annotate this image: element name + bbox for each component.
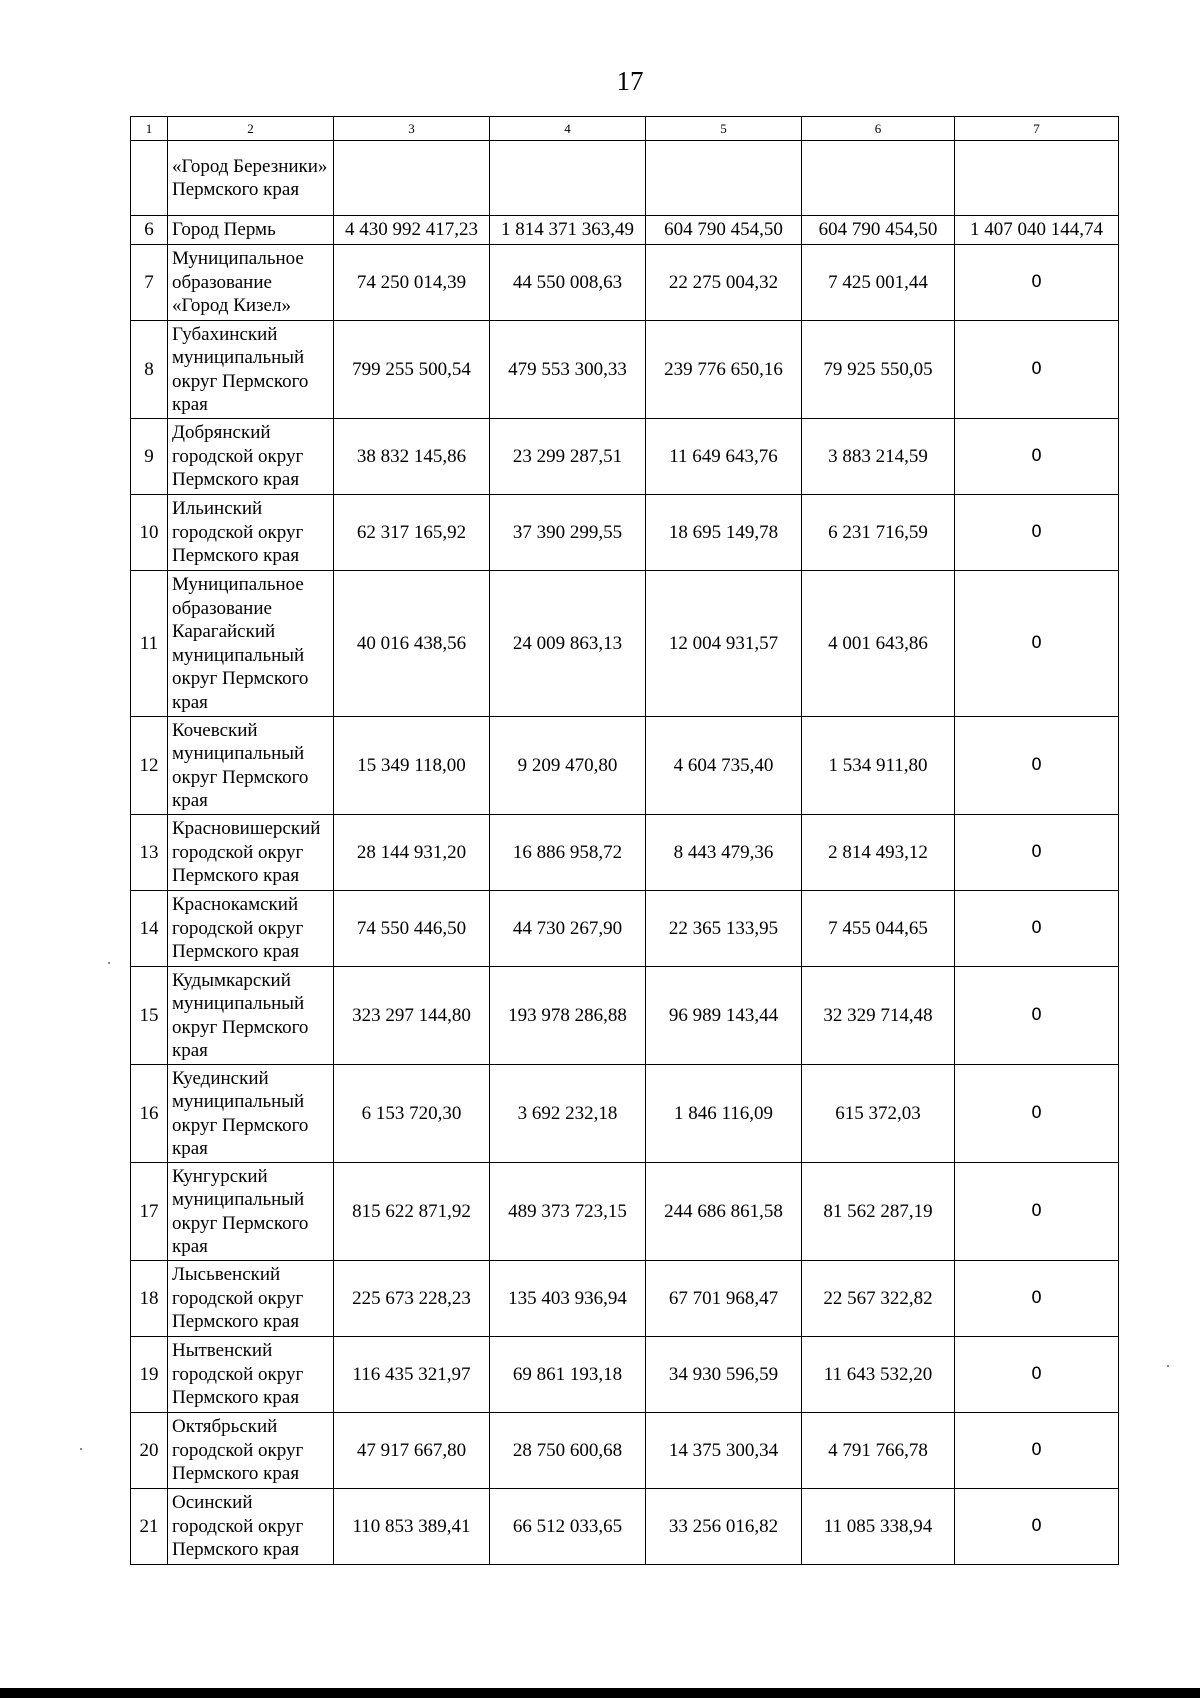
column-6-value: 22 567 322,82 (802, 1261, 955, 1337)
column-3-value: 815 622 871,92 (334, 1163, 490, 1261)
column-7-value: 0 (955, 815, 1119, 891)
column-4-value: 479 553 300,33 (490, 321, 646, 419)
municipality-name-cell: Кудымкарский муниципальный округ Пермского края (168, 967, 334, 1065)
table-row (131, 891, 1119, 967)
column-6-value: 11 085 338,94 (802, 1489, 955, 1565)
column-3-value: 323 297 144,80 (334, 967, 490, 1065)
column-7-value: 0 (955, 245, 1119, 321)
row-number-cell: 16 (131, 1065, 168, 1163)
column-number-header: 1 (131, 117, 168, 141)
table-row (131, 571, 1119, 717)
column-number-header: 3 (334, 117, 490, 141)
table-row (131, 495, 1119, 571)
column-7-value: 1 407 040 144,74 (955, 216, 1119, 245)
table-row (131, 1163, 1119, 1261)
municipality-name-cell: Лысьвенский городской округ Пермского края (168, 1261, 334, 1337)
column-6-value: 32 329 714,48 (802, 967, 955, 1065)
municipality-name-cell: Ильинский городской округ Пермского края (168, 495, 334, 571)
column-4-value: 69 861 193,18 (490, 1337, 646, 1413)
column-5-value (646, 141, 802, 216)
column-3-value: 799 255 500,54 (334, 321, 490, 419)
municipality-name-cell: Муниципальное образование Карагайский муниципальный округ Пермского края (168, 571, 334, 717)
column-5-value: 14 375 300,34 (646, 1413, 802, 1489)
scan-speck (108, 962, 110, 964)
column-number-header: 7 (955, 117, 1119, 141)
row-number-cell: 13 (131, 815, 168, 891)
scan-speck (1167, 1365, 1169, 1367)
table-row (131, 815, 1119, 891)
column-5-value: 11 649 643,76 (646, 419, 802, 495)
column-7-value: 0 (955, 495, 1119, 571)
column-4-value: 1 814 371 363,49 (490, 216, 646, 245)
row-number-cell: 11 (131, 571, 168, 717)
column-4-value: 44 550 008,63 (490, 245, 646, 321)
table-row (131, 216, 1119, 245)
column-5-value: 239 776 650,16 (646, 321, 802, 419)
municipality-name-cell: Октябрьский городской округ Пермского края (168, 1413, 334, 1489)
column-5-value: 1 846 116,09 (646, 1065, 802, 1163)
column-3-value: 28 144 931,20 (334, 815, 490, 891)
column-7-value: 0 (955, 419, 1119, 495)
column-4-value (490, 141, 646, 216)
municipality-name-cell: Добрянский городской округ Пермского края (168, 419, 334, 495)
column-4-value: 489 373 723,15 (490, 1163, 646, 1261)
municipality-name-cell: Губахинский муниципальный округ Пермского края (168, 321, 334, 419)
municipality-name-cell: Осинский городской округ Пермского края (168, 1489, 334, 1565)
column-6-value (802, 141, 955, 216)
row-number-cell: 10 (131, 495, 168, 571)
row-number-cell: 6 (131, 216, 168, 245)
column-number-header: 4 (490, 117, 646, 141)
column-4-value: 24 009 863,13 (490, 571, 646, 717)
column-3-value: 38 832 145,86 (334, 419, 490, 495)
column-5-value: 67 701 968,47 (646, 1261, 802, 1337)
column-number-header: 5 (646, 117, 802, 141)
row-number-cell: 8 (131, 321, 168, 419)
column-6-value: 2 814 493,12 (802, 815, 955, 891)
column-3-value: 116 435 321,97 (334, 1337, 490, 1413)
column-3-value: 62 317 165,92 (334, 495, 490, 571)
municipality-name-cell: «Город Березники» Пермского края (168, 141, 334, 216)
page-number: 17 (616, 66, 644, 96)
column-6-value: 6 231 716,59 (802, 495, 955, 571)
column-6-value: 7 425 001,44 (802, 245, 955, 321)
municipality-name-cell: Красновишерский городской округ Пермского края (168, 815, 334, 891)
municipality-name-cell: Кочевский муниципальный округ Пермского края (168, 717, 334, 815)
table-row (131, 419, 1119, 495)
column-5-value: 34 930 596,59 (646, 1337, 802, 1413)
scan-speck (80, 1448, 82, 1450)
column-6-value: 3 883 214,59 (802, 419, 955, 495)
table-row (131, 141, 1119, 216)
municipality-name-cell: Куединский муниципальный округ Пермского края (168, 1065, 334, 1163)
column-3-value: 4 430 992 417,23 (334, 216, 490, 245)
column-4-value: 135 403 936,94 (490, 1261, 646, 1337)
column-6-value: 1 534 911,80 (802, 717, 955, 815)
municipality-name-cell: Муниципальное образование «Город Кизел» (168, 245, 334, 321)
row-number-cell: 19 (131, 1337, 168, 1413)
table-row (131, 245, 1119, 321)
row-number-cell: 14 (131, 891, 168, 967)
column-3-value (334, 141, 490, 216)
row-number-cell: 20 (131, 1413, 168, 1489)
column-4-value: 9 209 470,80 (490, 717, 646, 815)
column-5-value: 18 695 149,78 (646, 495, 802, 571)
column-7-value: 0 (955, 1261, 1119, 1337)
table-row (131, 717, 1119, 815)
table-row (131, 1489, 1119, 1565)
column-4-value: 66 512 033,65 (490, 1489, 646, 1565)
column-7-value: 0 (955, 967, 1119, 1065)
column-5-value: 22 365 133,95 (646, 891, 802, 967)
column-4-value: 3 692 232,18 (490, 1065, 646, 1163)
column-7-value: 0 (955, 717, 1119, 815)
column-4-value: 28 750 600,68 (490, 1413, 646, 1489)
column-5-value: 244 686 861,58 (646, 1163, 802, 1261)
column-6-value: 615 372,03 (802, 1065, 955, 1163)
column-7-value (955, 141, 1119, 216)
row-number-cell: 12 (131, 717, 168, 815)
table-row (131, 321, 1119, 419)
municipality-name-cell: Кунгурский муниципальный округ Пермского края (168, 1163, 334, 1261)
column-3-value: 15 349 118,00 (334, 717, 490, 815)
column-6-value: 604 790 454,50 (802, 216, 955, 245)
column-6-value: 4 791 766,78 (802, 1413, 955, 1489)
column-5-value: 4 604 735,40 (646, 717, 802, 815)
column-3-value: 47 917 667,80 (334, 1413, 490, 1489)
column-4-value: 37 390 299,55 (490, 495, 646, 571)
column-number-header-row (131, 117, 1119, 141)
row-number-cell: 9 (131, 419, 168, 495)
column-7-value: 0 (955, 571, 1119, 717)
column-4-value: 23 299 287,51 (490, 419, 646, 495)
column-7-value: 0 (955, 891, 1119, 967)
table-row (131, 1261, 1119, 1337)
column-6-value: 79 925 550,05 (802, 321, 955, 419)
row-number-cell: 21 (131, 1489, 168, 1565)
column-6-value: 81 562 287,19 (802, 1163, 955, 1261)
scan-edge-bar (0, 1688, 1200, 1698)
table-row (131, 967, 1119, 1065)
municipality-name-cell: Нытвенский городской округ Пермского края (168, 1337, 334, 1413)
column-number-header: 6 (802, 117, 955, 141)
column-5-value: 22 275 004,32 (646, 245, 802, 321)
column-7-value: 0 (955, 1489, 1119, 1565)
column-5-value: 96 989 143,44 (646, 967, 802, 1065)
column-6-value: 7 455 044,65 (802, 891, 955, 967)
row-number-cell: 7 (131, 245, 168, 321)
column-3-value: 110 853 389,41 (334, 1489, 490, 1565)
row-number-cell: 17 (131, 1163, 168, 1261)
column-6-value: 4 001 643,86 (802, 571, 955, 717)
column-4-value: 193 978 286,88 (490, 967, 646, 1065)
column-7-value: 0 (955, 1065, 1119, 1163)
column-3-value: 225 673 228,23 (334, 1261, 490, 1337)
column-5-value: 8 443 479,36 (646, 815, 802, 891)
allocation-table (130, 116, 1119, 1565)
row-number-cell: 15 (131, 967, 168, 1065)
column-7-value: 0 (955, 321, 1119, 419)
column-4-value: 44 730 267,90 (490, 891, 646, 967)
column-3-value: 6 153 720,30 (334, 1065, 490, 1163)
column-3-value: 40 016 438,56 (334, 571, 490, 717)
municipality-name-cell: Город Пермь (168, 216, 334, 245)
column-5-value: 604 790 454,50 (646, 216, 802, 245)
table-row (131, 1065, 1119, 1163)
municipality-name-cell: Краснокамский городской округ Пермского края (168, 891, 334, 967)
column-3-value: 74 550 446,50 (334, 891, 490, 967)
column-7-value: 0 (955, 1337, 1119, 1413)
table-row (131, 1413, 1119, 1489)
row-number-cell: 18 (131, 1261, 168, 1337)
column-7-value: 0 (955, 1413, 1119, 1489)
column-4-value: 16 886 958,72 (490, 815, 646, 891)
column-7-value: 0 (955, 1163, 1119, 1261)
column-5-value: 33 256 016,82 (646, 1489, 802, 1565)
column-3-value: 74 250 014,39 (334, 245, 490, 321)
row-number-cell (131, 141, 168, 216)
table-row (131, 1337, 1119, 1413)
column-5-value: 12 004 931,57 (646, 571, 802, 717)
column-6-value: 11 643 532,20 (802, 1337, 955, 1413)
column-number-header: 2 (168, 117, 334, 141)
